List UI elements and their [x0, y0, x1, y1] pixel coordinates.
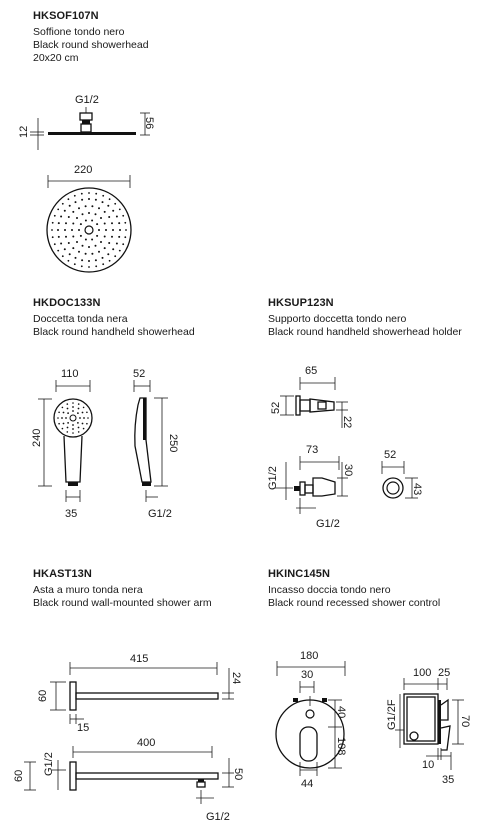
dim-240: 240: [31, 428, 43, 447]
dim-60: 60: [37, 689, 49, 702]
dim-40: 40: [335, 706, 347, 719]
dim-250: 250: [167, 434, 179, 453]
product-desc-en: Black round showerhead: [33, 39, 149, 51]
showerhead-top-view: [47, 164, 131, 272]
dim-73: 73: [306, 444, 319, 456]
dim-65: 65: [305, 365, 318, 377]
dim-12: 12: [18, 125, 30, 138]
product-code: HKSOF107N: [33, 10, 99, 22]
dim-100: 100: [413, 667, 432, 679]
dim-g12-b: G1/2: [316, 518, 340, 530]
dim-52: 52: [133, 368, 146, 380]
control-side-view: [386, 667, 471, 786]
dim-60b: 60: [13, 769, 25, 782]
dim-44: 44: [301, 778, 314, 790]
handshower-side-view: [133, 368, 179, 520]
dim-43: 43: [411, 483, 423, 496]
dim-g12-a: G1/2: [43, 752, 55, 776]
dim-15: 15: [77, 722, 90, 734]
product-desc-it: Incasso doccia tondo nero: [268, 584, 391, 596]
dim-35: 35: [442, 774, 455, 786]
dim-30: 30: [301, 669, 314, 681]
dim-g12: G1/2: [148, 508, 172, 520]
dim-24: 24: [230, 672, 242, 685]
dim-30: 30: [342, 464, 354, 477]
product-desc-en: Black round handheld showerhead holder: [268, 326, 462, 338]
product-size: 20x20 cm: [33, 52, 79, 64]
dim-35: 35: [65, 508, 78, 520]
product-desc-it: Asta a muro tonda nera: [33, 584, 143, 596]
dim-220: 220: [74, 164, 93, 176]
dim-52b: 52: [384, 449, 397, 461]
product-desc-en: Black round wall-mounted shower arm: [33, 597, 212, 609]
holder-side-view: [267, 444, 354, 530]
product-desc-it: Soffione tondo nero: [33, 26, 125, 38]
handshower-front-view: [31, 368, 92, 520]
dim-56: 56: [143, 117, 155, 130]
dim-50: 50: [232, 768, 244, 781]
dim-25: 25: [438, 667, 451, 679]
dim-110: 110: [61, 368, 79, 380]
product-desc-it: Supporto doccetta tondo nero: [268, 313, 407, 325]
dim-22: 22: [341, 416, 353, 429]
dim-10: 10: [422, 759, 435, 771]
dim-g12f: G1/2F: [386, 699, 398, 730]
dim-415: 415: [130, 653, 149, 665]
dim-400: 400: [137, 737, 156, 749]
product-code: HKINC145N: [268, 568, 331, 580]
dim-52: 52: [270, 401, 282, 414]
dim-108: 108: [335, 737, 347, 756]
product-desc-en: Black round handheld showerhead: [33, 326, 195, 338]
control-front-view: [276, 650, 347, 790]
dim-thread: G1/2: [75, 94, 99, 106]
dim-180: 180: [300, 650, 319, 662]
product-desc-it: Doccetta tonda nera: [33, 313, 128, 325]
product-code: HKDOC133N: [33, 297, 101, 309]
product-desc-en: Black round recessed shower control: [268, 597, 441, 609]
showerhead-side-view: [18, 94, 155, 150]
arm-top-view: [37, 653, 242, 734]
product-code: HKSUP123N: [268, 297, 334, 309]
arm-side-view: [13, 737, 244, 823]
holder-front-view: [382, 449, 423, 498]
product-code: HKAST13N: [33, 568, 92, 580]
dim-g12-b: G1/2: [206, 811, 230, 823]
holder-top-view: [270, 365, 353, 428]
dim-g12-a: G1/2: [267, 466, 279, 490]
dim-70: 70: [459, 715, 471, 728]
